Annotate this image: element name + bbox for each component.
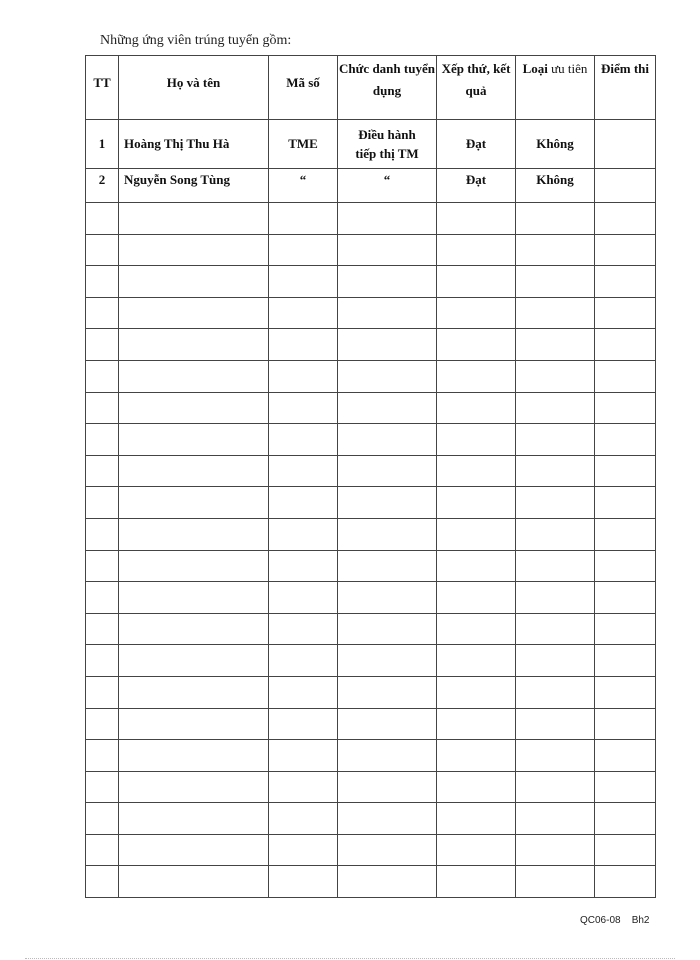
empty-cell [119,518,269,550]
table-row-empty [86,234,656,266]
cell-code: “ [269,169,338,203]
empty-cell [86,550,119,582]
cell-code: TME [269,120,338,169]
empty-cell [516,487,595,519]
table-row-empty [86,266,656,298]
empty-cell [269,803,338,835]
empty-cell [338,740,437,772]
empty-cell [437,771,516,803]
empty-cell [437,518,516,550]
empty-cell [269,645,338,677]
empty-cell [86,360,119,392]
empty-cell [269,297,338,329]
table-row-empty [86,550,656,582]
empty-cell [338,203,437,235]
empty-cell [338,866,437,898]
empty-cell [86,234,119,266]
empty-cell [338,455,437,487]
header-position: Chức danh tuyển dụng [338,56,437,120]
document-code: QC06-08 Bh2 [580,915,650,926]
empty-cell [516,803,595,835]
empty-cell [516,266,595,298]
empty-cell [595,266,656,298]
empty-cell [516,834,595,866]
empty-cell [595,203,656,235]
empty-cell [338,234,437,266]
table-row-empty [86,645,656,677]
cell-position: Điều hành tiếp thị TM [338,120,437,169]
table-row-empty [86,771,656,803]
empty-cell [338,676,437,708]
empty-cell [119,487,269,519]
empty-cell [86,676,119,708]
empty-cell [437,203,516,235]
empty-cell [595,613,656,645]
empty-cell [338,487,437,519]
empty-cell [437,676,516,708]
empty-cell [338,613,437,645]
table-row-empty [86,203,656,235]
empty-cell [595,582,656,614]
empty-cell [86,297,119,329]
table-row-empty [86,297,656,329]
cell-name: Nguyễn Song Tùng [119,169,269,203]
empty-cell [595,234,656,266]
empty-cell [119,613,269,645]
empty-cell [119,297,269,329]
cell-tt: 1 [86,120,119,169]
empty-cell [119,866,269,898]
empty-cell [595,740,656,772]
empty-cell [269,360,338,392]
header-tt: TT [86,56,119,120]
empty-cell [119,329,269,361]
empty-cell [269,676,338,708]
header-code: Mã số [269,56,338,120]
empty-cell [269,740,338,772]
cell-score [595,169,656,203]
empty-cell [437,424,516,456]
table-row-empty [86,360,656,392]
cell-position: “ [338,169,437,203]
empty-cell [338,329,437,361]
empty-cell [338,582,437,614]
empty-cell [269,392,338,424]
empty-cell [437,360,516,392]
empty-cell [119,645,269,677]
empty-cell [119,676,269,708]
empty-cell [516,771,595,803]
table-row-empty [86,803,656,835]
empty-cell [516,424,595,456]
table-row [86,120,656,169]
empty-cell [269,613,338,645]
empty-cell [338,550,437,582]
empty-cell [595,392,656,424]
empty-cell [595,708,656,740]
empty-cell [595,455,656,487]
header-rank: Xếp thứ, kết quả [437,56,516,120]
empty-cell [86,266,119,298]
empty-cell [437,455,516,487]
empty-cell [119,550,269,582]
empty-cell [595,676,656,708]
empty-cell [86,487,119,519]
table-row-empty [86,487,656,519]
empty-cell [119,266,269,298]
empty-cell [338,297,437,329]
empty-cell [437,297,516,329]
empty-cell [437,613,516,645]
empty-cell [86,834,119,866]
empty-cell [595,803,656,835]
empty-cell [269,487,338,519]
empty-cell [595,550,656,582]
table-row-empty [86,676,656,708]
cell-priority: Không [516,120,595,169]
empty-cell [119,234,269,266]
empty-cell [516,234,595,266]
empty-cell [119,834,269,866]
empty-cell [516,455,595,487]
table-row-empty [86,708,656,740]
empty-cell [516,329,595,361]
empty-cell [269,834,338,866]
empty-cell [86,771,119,803]
empty-cell [437,708,516,740]
empty-cell [269,771,338,803]
empty-cell [86,392,119,424]
empty-cell [269,329,338,361]
empty-cell [86,203,119,235]
table-row-empty [86,518,656,550]
empty-cell [437,392,516,424]
table-row-empty [86,834,656,866]
empty-cell [516,645,595,677]
empty-cell [338,518,437,550]
cell-tt: 2 [86,169,119,203]
empty-cell [338,803,437,835]
empty-cell [338,266,437,298]
empty-cell [86,424,119,456]
empty-cell [516,550,595,582]
empty-cell [269,518,338,550]
empty-cell [119,455,269,487]
empty-cell [595,518,656,550]
empty-cell [119,740,269,772]
table-row [86,169,656,203]
empty-cell [437,645,516,677]
empty-cell [595,297,656,329]
empty-cell [86,329,119,361]
empty-cell [516,708,595,740]
empty-cell [86,866,119,898]
table-row-empty [86,740,656,772]
empty-cell [86,518,119,550]
header-name: Họ và tên [119,56,269,120]
empty-cell [86,582,119,614]
empty-cell [86,645,119,677]
empty-cell [269,203,338,235]
empty-cell [595,329,656,361]
intro-text: Những ứng viên trúng tuyển gồm: [100,33,292,48]
empty-cell [119,203,269,235]
cell-name: Hoàng Thị Thu Hà [119,120,269,169]
empty-cell [595,834,656,866]
empty-cell [338,771,437,803]
empty-cell [119,582,269,614]
cell-priority: Không [516,169,595,203]
empty-cell [595,771,656,803]
empty-cell [595,645,656,677]
empty-cell [269,424,338,456]
empty-cell [516,297,595,329]
empty-cell [516,582,595,614]
empty-cell [437,550,516,582]
empty-cell [119,360,269,392]
table-row-empty [86,455,656,487]
table-row-empty [86,866,656,898]
page-divider [25,958,675,959]
candidates-table [85,55,656,898]
empty-cell [516,518,595,550]
empty-cell [338,360,437,392]
empty-cell [516,613,595,645]
empty-cell [86,455,119,487]
empty-cell [119,803,269,835]
table-row-empty [86,329,656,361]
empty-cell [338,834,437,866]
cell-rank: Đạt [437,120,516,169]
empty-cell [269,266,338,298]
empty-cell [437,866,516,898]
empty-cell [119,392,269,424]
empty-cell [516,676,595,708]
empty-cell [269,550,338,582]
empty-cell [86,708,119,740]
empty-cell [338,424,437,456]
empty-cell [86,613,119,645]
empty-cell [86,740,119,772]
empty-cell [269,708,338,740]
empty-cell [437,582,516,614]
empty-cell [516,392,595,424]
empty-cell [269,455,338,487]
empty-cell [119,424,269,456]
header-score: Điểm thi [595,56,656,120]
empty-cell [269,234,338,266]
empty-cell [516,866,595,898]
empty-cell [516,203,595,235]
empty-cell [595,487,656,519]
table-row-empty [86,613,656,645]
empty-cell [437,329,516,361]
empty-cell [437,487,516,519]
table-row-empty [86,424,656,456]
empty-cell [437,234,516,266]
empty-cell [437,740,516,772]
empty-cell [119,708,269,740]
cell-score [595,120,656,169]
empty-cell [595,424,656,456]
empty-cell [595,360,656,392]
empty-cell [437,266,516,298]
empty-cell [338,708,437,740]
empty-cell [338,392,437,424]
empty-cell [119,771,269,803]
table-header-row [86,56,656,120]
empty-cell [595,866,656,898]
empty-cell [86,803,119,835]
table-row-empty [86,392,656,424]
empty-cell [516,740,595,772]
empty-cell [269,866,338,898]
empty-cell [516,360,595,392]
table-row-empty [86,582,656,614]
cell-rank: Đạt [437,169,516,203]
empty-cell [338,645,437,677]
empty-cell [437,834,516,866]
empty-cell [269,582,338,614]
empty-cell [437,803,516,835]
header-priority: Loại ưu tiên [516,56,595,120]
